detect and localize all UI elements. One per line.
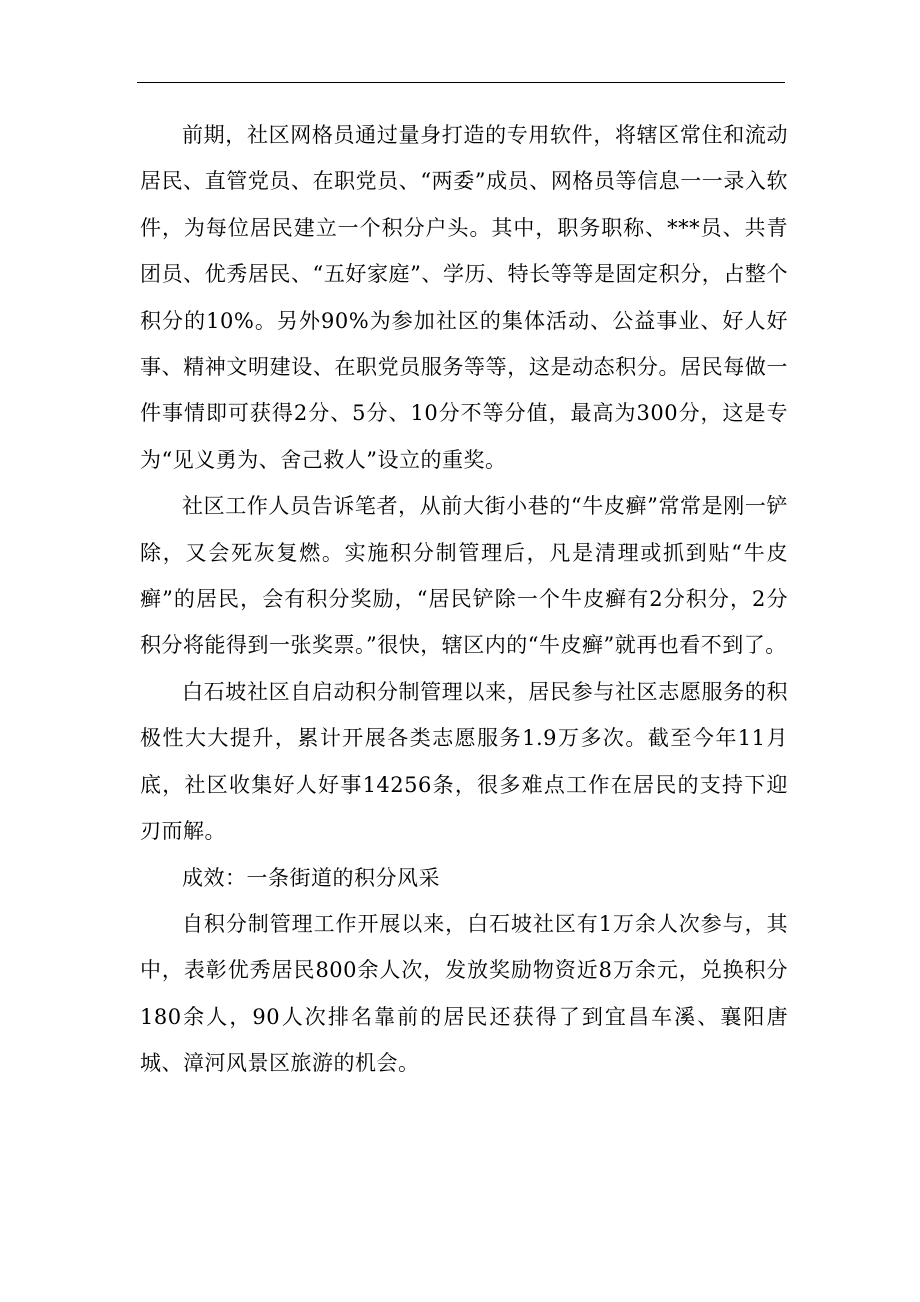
- header-divider: [137, 82, 785, 83]
- paragraph-volunteer-results: 白石坡社区自启动积分制管理以来，居民参与社区志愿服务的积极性大大提升，累计开展各类志愿服务1.9万多次。截至今年11月底，社区收集好人好事14256条，很多难点工作在居民的支持下迎刃而解。: [140, 679, 788, 844]
- document-body: [140, 112, 788, 1087]
- section-heading-results: 成效：一条街道的积分风采: [182, 865, 440, 890]
- paragraph-points-account: 前期，社区网格员通过量身打造的专用软件，将辖区常住和流动居民、直管党员、在职党员、“两委”成员、网格员等信息一一录入软件，为每位居民建立一个积分户头。其中，职务职称、***员、共青团员、优秀居民、“五好家庭”、学历、特长等等是固定积分，占整个积分的10%。另外90%为参加社区的集体活动、公益事业、好人好事、精神文明建设、在职党员服务等等，这是动态积分。居民每做一件事情即可获得2分、5分、10分不等分值，最高为300分，这是专为“见义勇为、舍己救人”设立的重奖。: [140, 123, 788, 472]
- paragraph-participation-stats: 自积分制管理工作开展以来，白石坡社区有1万余人次参与，其中，表彰优秀居民800余人次，发放奖励物资近8万余元，兑换积分180余人，90人次排名靠前的居民还获得了到宜昌车溪、襄阳唐城、漳河风景区旅游的机会。: [140, 911, 788, 1076]
- paragraph-posters-cleanup: 社区工作人员告诉笔者，从前大街小巷的“牛皮癣”常常是刚一铲除，又会死灰复燃。实施积分制管理后，凡是清理或抓到贴“牛皮癣”的居民，会有积分奖励，“居民铲除一个牛皮癣有2分积分，2分积分将能得到一张奖票。”很快，辖区内的“牛皮癣”就再也看不到了。: [140, 494, 788, 658]
